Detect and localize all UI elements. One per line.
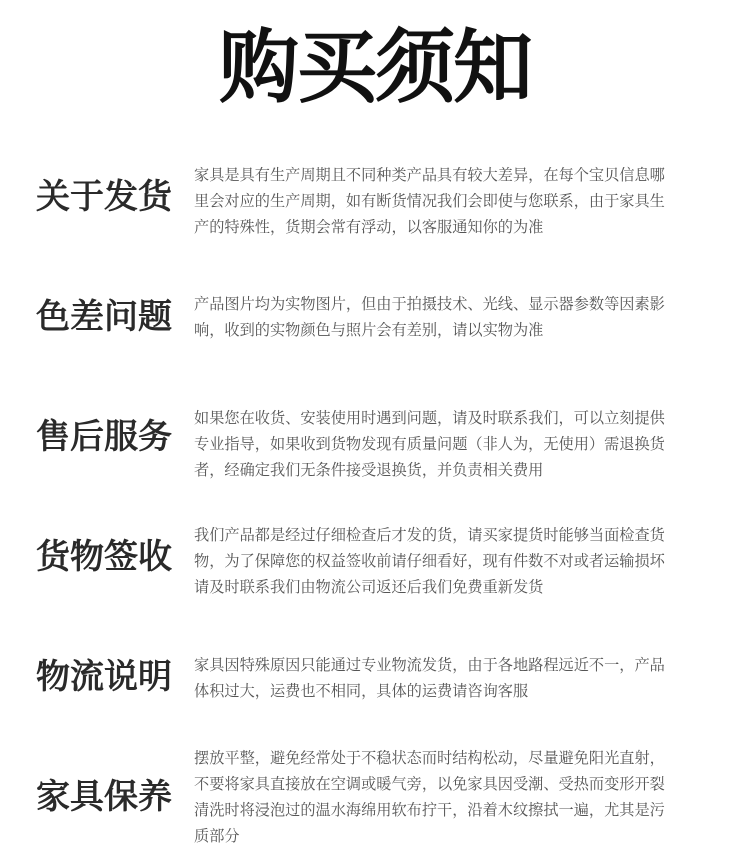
section-heading: 色差问题 — [36, 297, 172, 337]
section-body: 家具是具有生产周期且不同种类产品具有较大差异，在每个宝贝信息哪 里会对应的生产周期，如有断货情况我们会即使与您联系，由于家具生 产的特殊性，货期会常有浮动，以客服通知你的为准 — [194, 166, 665, 236]
section-heading: 货物签收 — [36, 537, 172, 577]
section-heading: 物流说明 — [36, 657, 172, 697]
section-body: 摆放平整，避免经常处于不稳状态而时结构松动，尽量避免阳光直射， 不要将家具直接放在空调或暖气旁，以免家具因受潮、受热而变形开裂 清洗时将浸泡过的温水海绵用软布拧干，沿着木纹擦拭一遍，尤其是污 质部分 — [194, 749, 665, 845]
section-heading: 家具保养 — [36, 777, 172, 817]
section-body: 我们产品都是经过仔细检查后才发的货，请买家提货时能够当面检查货 物，为了保障您的权益签收前请仔细看好，现有件数不对或者运输损坏 请及时联系我们由物流公司返还后我们免费重新发货 — [194, 526, 665, 596]
section-heading: 关于发货 — [36, 177, 172, 217]
section-body: 家具因特殊原因只能通过专业物流发货，由于各地路程远近不一，产品 体积过大，运费也不相同，具体的运费请咨询客服 — [194, 656, 665, 700]
section-heading: 售后服务 — [36, 417, 172, 457]
section-body: 如果您在收货、安装使用时遇到问题，请及时联系我们，可以立刻提供 专业指导，如果收到货物发现有质量问题（非人为，无使用）需退换货 者，经确定我们无条件接受退换货，并负责相关费用 — [194, 409, 665, 479]
section-body: 产品图片均为实物图片，但由于拍摄技术、光线、显示器参数等因素影 响，收到的实物颜色与照片会有差别，请以实物为准 — [194, 295, 665, 339]
page-title: 购买须知 — [219, 21, 531, 114]
